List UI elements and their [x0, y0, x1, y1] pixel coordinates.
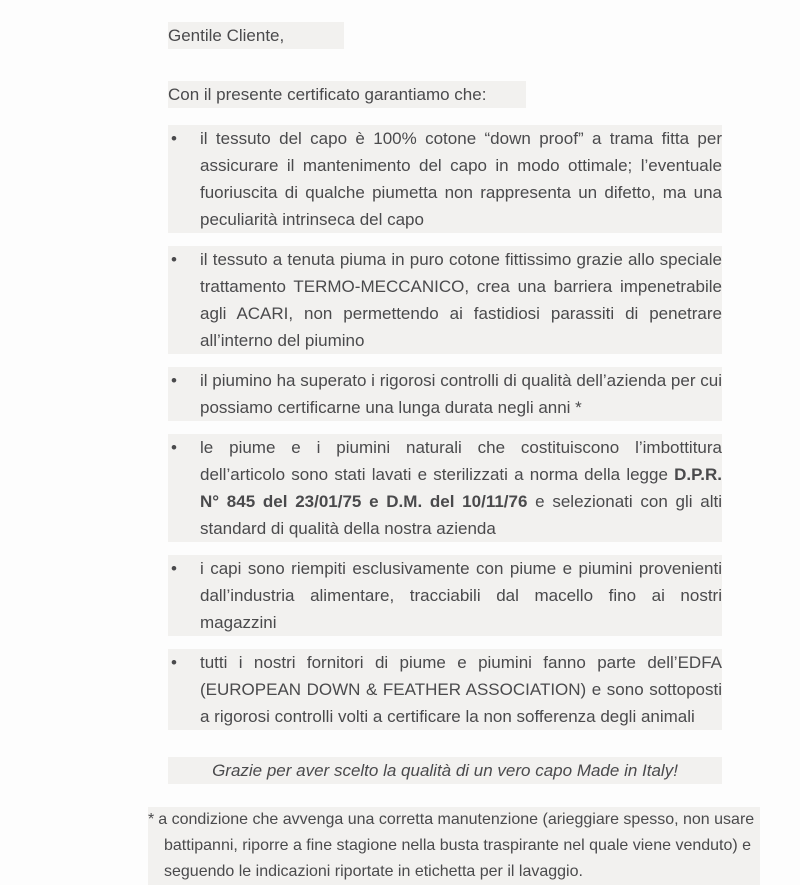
intro-line: Con il presente certificato garantiamo che: [168, 81, 526, 108]
bullet-icon: • [171, 250, 177, 269]
footnote-text: a condizione che avvenga una corretta manutenzione (arieggiare spesso, non usare battipanni, riporre a fine stagione nella busta traspirante nel quale viene venduto) e seguendo le indicazioni riportate in etichetta per il lavaggio. [158, 811, 755, 880]
bullet-text-normal: le piume e i piumini naturali che costituiscono l’imbottitura dell’articolo sono stati lavati e sterilizzati a norma della legge [200, 438, 722, 484]
bullet-text [200, 434, 722, 542]
bullet-text: tutti i nostri fornitori di piume e piumini fanno parte dell’EDFA (EUROPEAN DOWN & FEATHER ASSOCIATION) e sono sottoposti a rigorosi controlli volti a certificare la non sofferenza degli animali [200, 653, 722, 726]
bullet-text: il tessuto a tenuta piuma in puro cotone fittissimo grazie allo speciale trattamento TERMO-MECCANICO, crea una barriera impenetrabile agli ACARI, non permettendo ai fastidiosi parassiti di penetrare all’interno del piumino [200, 250, 722, 350]
bullet-icon: • [171, 559, 177, 578]
bullet-text-bold: D.P.R. N° 845 del 23/01/75 e D.M. del 10/11/76 [200, 465, 722, 511]
intro-row [168, 81, 722, 125]
bullet-item [168, 367, 722, 421]
bullet-item [168, 125, 722, 233]
bullet-list [168, 125, 722, 730]
bullet-text: i capi sono riempiti esclusivamente con piume e piumini provenienti dall’industria alimentare, tracciabili dal macello fino ai nostri magazzini [200, 559, 722, 632]
bullet-item [168, 649, 722, 730]
bullet-text: il tessuto del capo è 100% cotone “down proof” a trama fitta per assicurare il mantenimento del capo in modo ottimale; l’eventuale fuoriuscita di qualche piumetta non rappresenta un difetto, ma una peculiarità intrinseca del capo [200, 129, 722, 229]
bullet-icon: • [171, 438, 177, 457]
bullet-item [168, 434, 722, 542]
bullet-text: il piumino ha superato i rigorosi controlli di qualità dell’azienda per cui possiamo certificarne una lunga durata negli anni * [200, 371, 722, 417]
bullet-icon: • [171, 371, 177, 390]
document-content [148, 22, 755, 885]
bullet-icon: • [171, 129, 177, 148]
salutation-row [168, 22, 722, 81]
salutation: Gentile Cliente, [168, 22, 344, 49]
bullet-item [168, 555, 722, 636]
closing-line: Grazie per aver scelto la qualità di un vero capo Made in Italy! [168, 757, 722, 784]
bullet-text-normal: e selezionati con gli alti standard di qualità della nostra azienda [200, 492, 723, 538]
bullet-icon: • [171, 653, 177, 672]
bullet-item [168, 246, 722, 354]
footnote [148, 807, 760, 885]
footnote-asterisk: * [148, 811, 155, 828]
